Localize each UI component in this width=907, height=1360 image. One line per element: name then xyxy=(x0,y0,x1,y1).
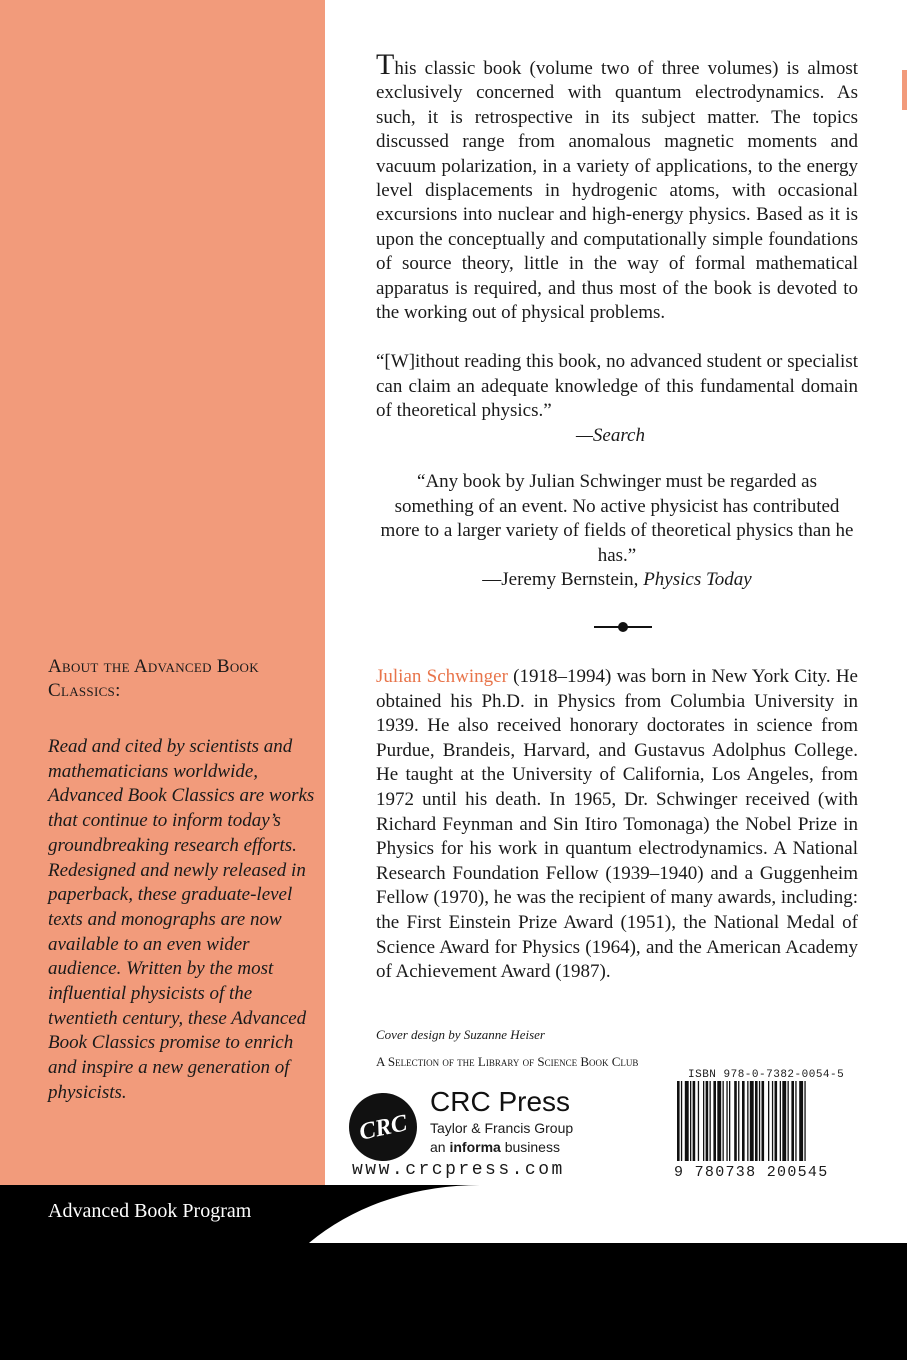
quote-2-author: —Jeremy Bernstein, xyxy=(482,569,644,590)
drop-cap: T xyxy=(376,48,395,81)
review-quote-1 xyxy=(376,350,858,448)
business-prefix: an xyxy=(430,1139,450,1155)
quote-1-text: “[W]ithout reading this book, no advanced student or specialist can claim an adequate knowledge of this fundamental domain of theoretical physics.” xyxy=(376,351,858,421)
bottom-band xyxy=(0,1243,907,1360)
divider-ornament xyxy=(594,612,652,642)
crc-logo-text: CRC xyxy=(357,1110,410,1146)
crc-logo-icon xyxy=(348,1092,418,1162)
publisher-business xyxy=(430,1138,573,1157)
author-name: Julian Schwinger xyxy=(376,666,508,687)
quote-2-source: Physics Today xyxy=(643,569,752,590)
publisher-name: CRC Press xyxy=(430,1086,571,1117)
quote-1-attribution: —Search xyxy=(576,424,645,446)
spine-edge xyxy=(902,70,907,110)
publisher-group xyxy=(430,1119,573,1157)
publisher-group-name: Taylor & Francis Group xyxy=(430,1120,574,1136)
program-label: Advanced Book Program xyxy=(48,1200,252,1222)
description-text: his classic book (volume two of three volumes) is almost exclusively concerned with quantum electrodynamics. As such, it is retrospective in its subject matter. The topics discussed range from anomalous magnetic moments and vacuum polarization, in a variety of applications, to the energy level displacements in hydrogenic atoms, with occasional excursions into nuclear and high-energy physics. Based as it is upon the conceptually and computationally simple foundations of source theory, little in the way of formal mathematical apparatus is required, and thus most of the book is devoted to the working out of physical problems. xyxy=(376,58,858,324)
book-description xyxy=(376,48,858,325)
review-quote-2 xyxy=(376,470,858,593)
barcode-icon xyxy=(673,1081,853,1171)
bio-text: (1918–1994) was born in New York City. He obtained his Ph.D. in Physics from Columbia University in 1939. He also received honorary doctorates in science from Purdue, Brandeis, Harvard, and Gustavus Adolphus College. He taught at the University of California, Los Angeles, from 1972 until his death. In 1965, Dr. Schwinger received (with Richard Feynman and Sin Itiro Tomonaga) the Nobel Prize in Physics for his work in quantum electrodynamics. A National Research Foundation Fellow (1939–1940) and a Guggenheim Fellow (1970), he was the recipient of many awards, including: the First Einstein Prize Award (1951), the National Medal of Science Award for Physics (1964), and the American Academy of Achievement Award (1987). xyxy=(376,666,858,983)
quote-2-text: “Any book by Julian Schwinger must be regarded as something of an event. No active physicist has contributed more to a larger variety of fields of theoretical physics than he has.” xyxy=(380,471,854,566)
about-body: Read and cited by scientists and mathematicians worldwide, Advanced Book Classics are works that continue to inform today’s groundbreaking research efforts. Redesigned and newly released in paperback, these graduate-level texts and monographs are now available to an even wider audience. Written by the most influential physicists of the twentieth century, these Advanced Book Classics promise to enrich and inspire a new generation of physicists. xyxy=(48,736,315,1103)
business-suffix: business xyxy=(500,1139,560,1155)
book-club-note: A Selection of the Library of Science Book Club xyxy=(376,1054,639,1069)
cover-credit: Cover design by Suzanne Heiser xyxy=(376,1027,545,1042)
quote-2-attribution xyxy=(376,568,858,593)
author-bio xyxy=(376,665,858,985)
barcode-number: 9 780738 200545 xyxy=(674,1164,829,1181)
about-heading: About the Advanced Book Classics: xyxy=(48,656,259,701)
isbn-label: ISBN 978-0-7382-0054-5 xyxy=(688,1069,845,1081)
informa-brand: informa xyxy=(449,1139,501,1155)
publisher-url: www.crcpress.com xyxy=(352,1160,565,1180)
